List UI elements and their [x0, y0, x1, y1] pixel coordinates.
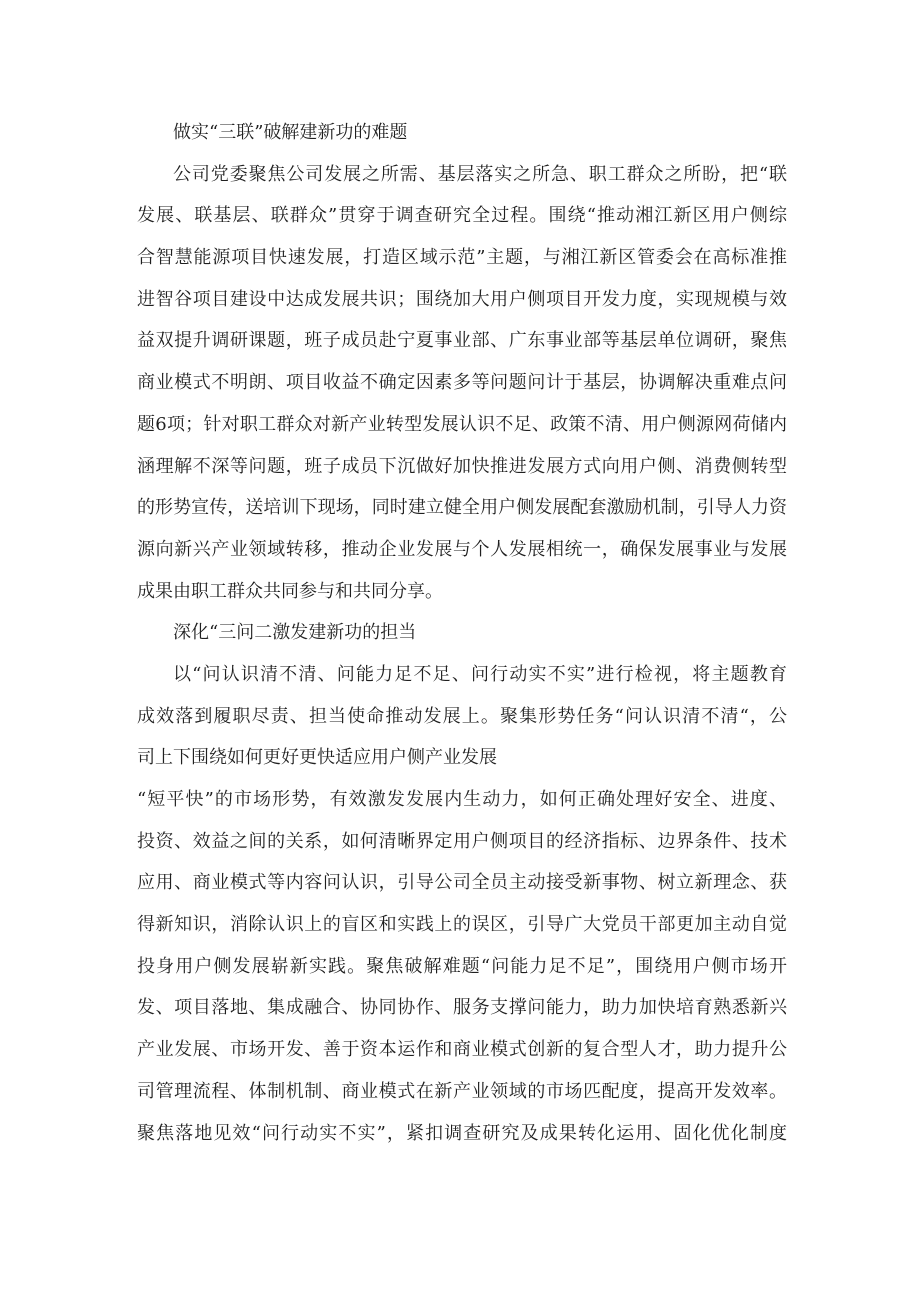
paragraph-line: 聚焦落地见效“问行动实不实”，紧扣调查研究及成果转化运用、固化优化制度 [137, 1122, 787, 1144]
paragraph-line: 成果由职工群众共同参与和共同分享。 [137, 580, 443, 602]
paragraph-line: 得新知识，消除认识上的盲区和实践上的误区，引导广大党员干部更加主动自觉 [137, 914, 787, 936]
paragraph-line: 发展、联基层、联群众”贯穿于调查研究全过程。围绕“推动湘江新区用户侧综 [137, 205, 787, 227]
paragraph-line: 进智谷项目建设中达成发展共识；围绕加大用户侧项目开发力度，实现规模与效 [137, 288, 787, 310]
paragraph-line: 益双提升调研课题，班子成员赴宁夏事业部、广东事业部等基层单位调研，聚焦 [137, 330, 787, 352]
paragraph-line: “短平快”的市场形势，有效激发发展内生动力，如何正确处理好安全、进度、 [137, 789, 787, 810]
paragraph-line: 源向新兴产业领域转移，推动企业发展与个人发展相统一，确保发展事业与发展 [137, 538, 787, 560]
paragraph-line: 投身用户侧发展崭新实践。聚焦破解难题“问能力足不足”，围绕用户侧市场开 [137, 955, 787, 977]
paragraph-line: 应用、商业模式等内容问认识，引导公司全员主动接受新事物、树立新理念、获 [137, 872, 787, 894]
paragraph-line: 产业发展、市场开发、善于资本运作和商业模式创新的复合型人才，助力提升公 [137, 1039, 787, 1061]
section-heading-sanlian: 做实“三联”破解建新功的难题 [173, 122, 408, 143]
document-body [137, 112, 787, 1154]
paragraph-line: 合智慧能源项目快速发展，打造区域示范”主题，与湘江新区管委会在高标准推 [137, 247, 787, 269]
paragraph-line: 公司党委聚焦公司发展之所需、基层落实之所急、职工群众之所盼，把“联 [173, 163, 787, 185]
paragraph-line: 以“问认识清不清、问能力足不足、问行动实不实”进行检视，将主题教育 [173, 663, 787, 685]
paragraph-line: 投资、效益之间的关系，如何清晰界定用户侧项目的经济指标、边界条件、技术 [137, 830, 787, 852]
paragraph-line: 发、项目落地、集成融合、协同协作、服务支撑问能力，助力加快培育熟悉新兴 [137, 997, 787, 1019]
paragraph-line: 的形势宣传，送培训下现场，同时建立健全用户侧发展配套激励机制，引导人力资 [137, 497, 787, 519]
paragraph-line: 司管理流程、体制机制、商业模式在新产业领域的市场匹配度，提高开发效率。 [137, 1080, 787, 1102]
paragraph-line: 题6项；针对职工群众对新产业转型发展认识不足、政策不清、用户侧源网荷储内 [137, 413, 787, 435]
paragraph-line: 涵理解不深等问题，班子成员下沉做好加快推进发展方式向用户侧、消费侧转型 [137, 455, 787, 477]
paragraph-line: 成效落到履职尽责、担当使命推动发展上。聚集形势任务“问认识清不清“，公 [137, 705, 787, 727]
section-heading-sanwen: 深化“三问二激发建新功的担当 [173, 622, 417, 644]
paragraph-line: 司上下围绕如何更好更快适应用户侧产业发展 [137, 747, 497, 769]
paragraph-line: 商业模式不明朗、项目收益不确定因素多等问题问计于基层，协调解决重难点问 [137, 372, 787, 394]
